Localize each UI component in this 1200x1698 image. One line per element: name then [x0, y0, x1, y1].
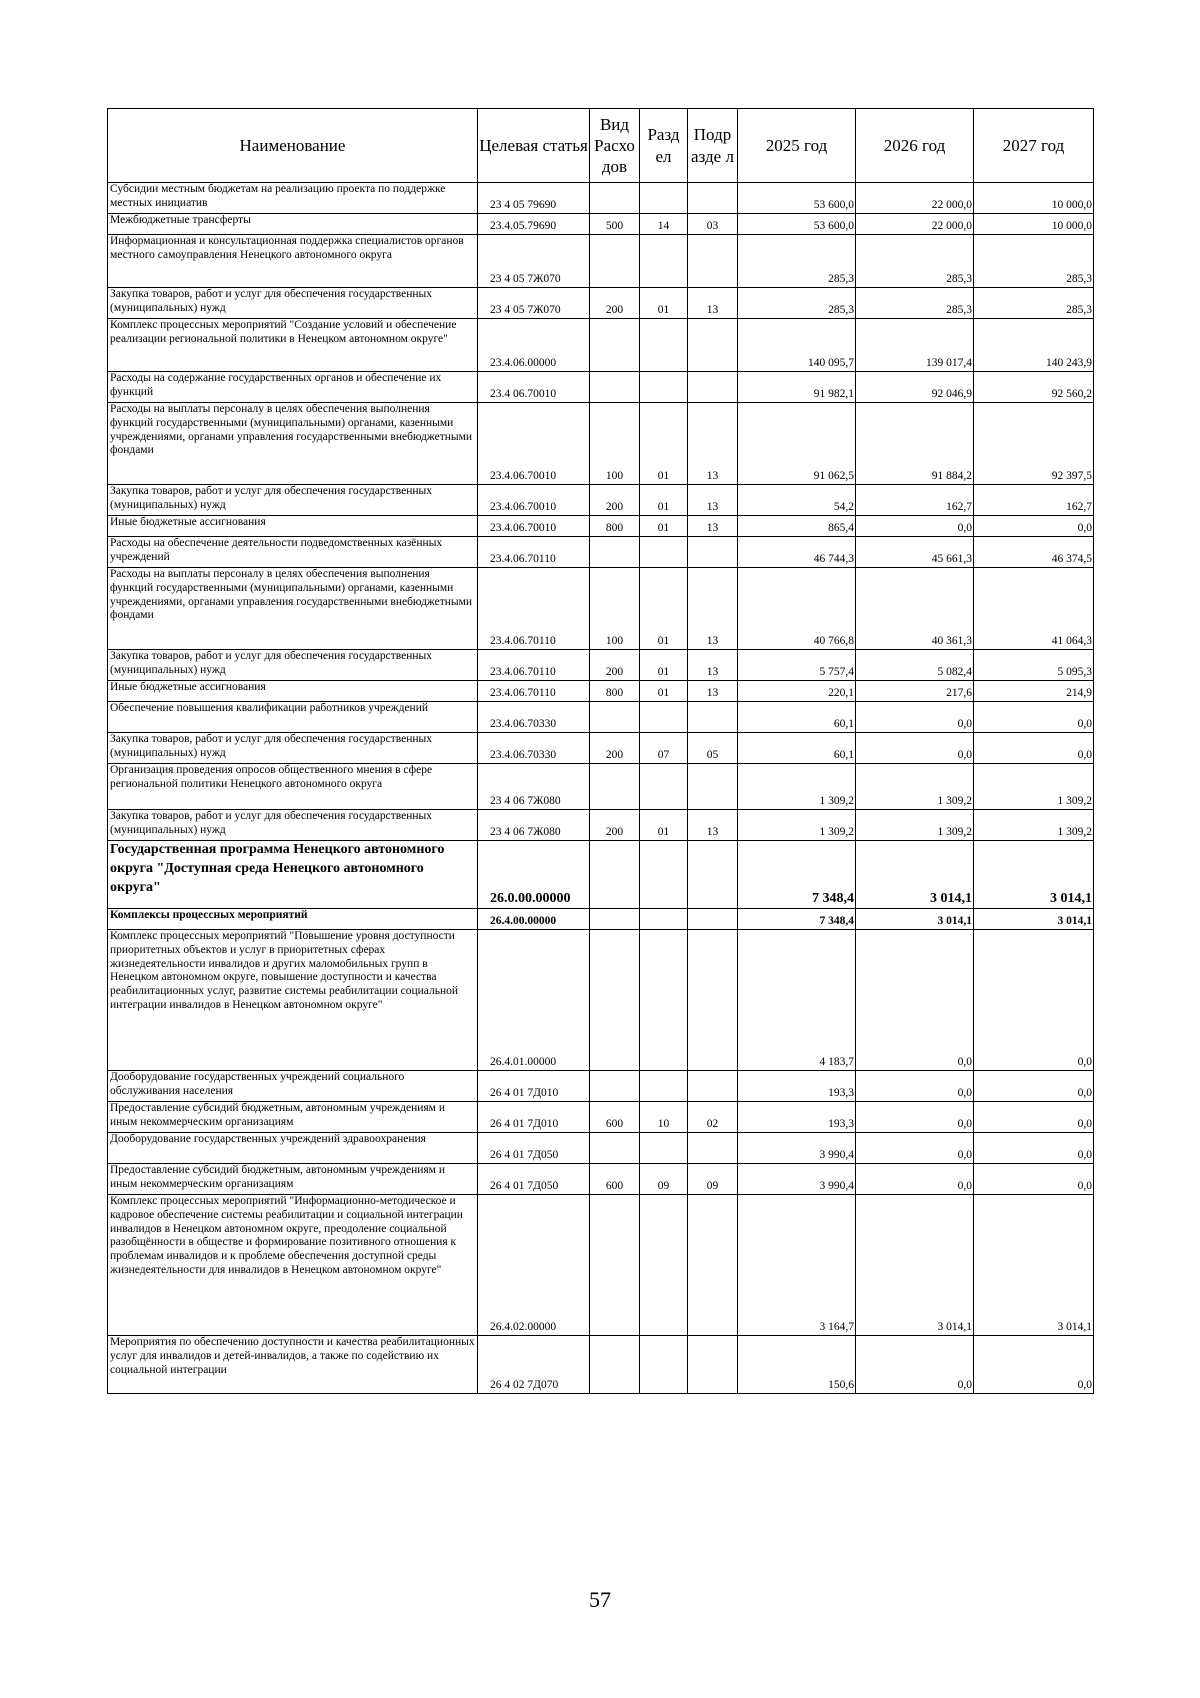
row-expense-type: [590, 930, 640, 1071]
row-name: Информационная и консультационная поддержка специалистов органов местного самоуправления Ненецкого автономного округа: [108, 235, 478, 288]
row-subsection: 09: [688, 1164, 738, 1195]
row-amount-2027: 92 560,2: [974, 372, 1094, 403]
row-amount-2027: 46 374,5: [974, 537, 1094, 568]
row-amount-2025: 3 990,4: [738, 1133, 856, 1164]
row-section: 14: [640, 214, 688, 235]
row-amount-2025: 46 744,3: [738, 537, 856, 568]
row-amount-2025: 5 757,4: [738, 650, 856, 681]
row-section: [640, 841, 688, 909]
table-row: [108, 1133, 1094, 1164]
row-target-code: 26 4 01 7Д010: [478, 1102, 590, 1133]
row-subsection: [688, 235, 738, 288]
table-body: [108, 183, 1094, 1394]
row-amount-2026: 0,0: [856, 733, 974, 764]
row-expense-type: [590, 537, 640, 568]
row-amount-2025: 60,1: [738, 733, 856, 764]
row-target-code: 23.4.05.79690: [478, 214, 590, 235]
header-2026: 2026 год: [856, 109, 974, 183]
row-amount-2025: 40 766,8: [738, 568, 856, 650]
row-amount-2027: 92 397,5: [974, 403, 1094, 485]
row-amount-2025: 7 348,4: [738, 841, 856, 909]
row-target-code: 23.4.06.70010: [478, 485, 590, 516]
table-row: [108, 1195, 1094, 1336]
row-name: Дооборудование государственных учреждений социального обслуживания населения: [108, 1071, 478, 1102]
row-amount-2026: 3 014,1: [856, 841, 974, 909]
row-subsection: 13: [688, 485, 738, 516]
row-name: Субсидии местным бюджетам на реализацию проекта по поддержке местных инициатив: [108, 183, 478, 214]
row-subsection: [688, 1133, 738, 1164]
row-subsection: 02: [688, 1102, 738, 1133]
row-subsection: 13: [688, 288, 738, 319]
row-target-code: 23 4 05 79690: [478, 183, 590, 214]
row-target-code: 23 4 05 7Ж070: [478, 288, 590, 319]
row-section: [640, 764, 688, 810]
row-subsection: [688, 909, 738, 930]
table-row: [108, 537, 1094, 568]
row-expense-type: [590, 319, 640, 372]
row-amount-2026: 92 046,9: [856, 372, 974, 403]
row-expense-type: [590, 841, 640, 909]
row-amount-2026: 0,0: [856, 702, 974, 733]
row-target-code: 26 4 01 7Д050: [478, 1133, 590, 1164]
row-amount-2027: 285,3: [974, 288, 1094, 319]
row-name: Предоставление субсидий бюджетным, автономным учреждениям и иным некоммерческим организациям: [108, 1164, 478, 1195]
row-amount-2025: 1 309,2: [738, 810, 856, 841]
row-amount-2027: 3 014,1: [974, 1195, 1094, 1336]
row-name: Комплекс процессных мероприятий "Повышение уровня доступности приоритетных объектов и услуг в приоритетных сферах жизнедеятельности инвалидов и других маломобильных групп в Ненецком автономном округе, повышение доступности и качества реабилитационных услуг, развитие системы реабилитации социальной интеграции инвалидов в Ненецком автономном округе": [108, 930, 478, 1071]
table-row: [108, 372, 1094, 403]
row-amount-2027: 0,0: [974, 1336, 1094, 1394]
header-pr: Подр азде л: [688, 109, 738, 183]
row-amount-2027: 162,7: [974, 485, 1094, 516]
row-name: Предоставление субсидий бюджетным, автономным учреждениям и иным некоммерческим организациям: [108, 1102, 478, 1133]
row-amount-2027: 0,0: [974, 702, 1094, 733]
row-amount-2026: 1 309,2: [856, 810, 974, 841]
row-section: 01: [640, 681, 688, 702]
row-amount-2025: 54,2: [738, 485, 856, 516]
row-amount-2025: 193,3: [738, 1102, 856, 1133]
row-amount-2026: 45 661,3: [856, 537, 974, 568]
row-amount-2027: 0,0: [974, 1071, 1094, 1102]
row-target-code: 23.4.06.70010: [478, 516, 590, 537]
row-section: 01: [640, 810, 688, 841]
row-subsection: [688, 183, 738, 214]
row-subsection: [688, 1195, 738, 1336]
table-row: [108, 568, 1094, 650]
row-name: Иные бюджетные ассигнования: [108, 516, 478, 537]
row-amount-2026: 0,0: [856, 930, 974, 1071]
table-row: [108, 930, 1094, 1071]
row-section: [640, 909, 688, 930]
row-name: Закупка товаров, работ и услуг для обеспечения государственных (муниципальных) нужд: [108, 288, 478, 319]
row-amount-2025: 140 095,7: [738, 319, 856, 372]
row-subsection: [688, 702, 738, 733]
row-target-code: 26.4.00.00000: [478, 909, 590, 930]
row-expense-type: [590, 372, 640, 403]
row-name: Расходы на выплаты персоналу в целях обеспечения выполнения функций государственными (муниципальными) органами, казенными учреждениями, органами управления государственными внебюджетными фондами: [108, 568, 478, 650]
row-subsection: 05: [688, 733, 738, 764]
row-target-code: 23.4.06.70110: [478, 568, 590, 650]
row-amount-2027: 3 014,1: [974, 909, 1094, 930]
row-target-code: 23.4.06.70330: [478, 733, 590, 764]
header-rz: Разд ел: [640, 109, 688, 183]
row-expense-type: 500: [590, 214, 640, 235]
row-expense-type: [590, 1195, 640, 1336]
table-row: [108, 702, 1094, 733]
row-section: 01: [640, 403, 688, 485]
row-amount-2025: 60,1: [738, 702, 856, 733]
row-amount-2027: 214,9: [974, 681, 1094, 702]
row-name: Комплекс процессных мероприятий "Создание условий и обеспечение реализации региональной политики в Ненецком автономном округе": [108, 319, 478, 372]
row-amount-2025: 91 062,5: [738, 403, 856, 485]
row-amount-2026: 40 361,3: [856, 568, 974, 650]
row-expense-type: 200: [590, 288, 640, 319]
table-row: [108, 810, 1094, 841]
table-row: [108, 1336, 1094, 1394]
row-amount-2027: 5 095,3: [974, 650, 1094, 681]
row-amount-2025: 193,3: [738, 1071, 856, 1102]
row-section: [640, 930, 688, 1071]
row-amount-2025: 220,1: [738, 681, 856, 702]
row-amount-2025: 1 309,2: [738, 764, 856, 810]
row-amount-2026: 22 000,0: [856, 214, 974, 235]
row-name: Закупка товаров, работ и услуг для обеспечения государственных (муниципальных) нужд: [108, 810, 478, 841]
row-section: [640, 235, 688, 288]
table-row: [108, 650, 1094, 681]
header-2025: 2025 год: [738, 109, 856, 183]
row-expense-type: 800: [590, 516, 640, 537]
row-section: 01: [640, 516, 688, 537]
row-section: [640, 1336, 688, 1394]
row-amount-2027: 285,3: [974, 235, 1094, 288]
row-amount-2027: 140 243,9: [974, 319, 1094, 372]
row-amount-2026: 139 017,4: [856, 319, 974, 372]
row-section: [640, 183, 688, 214]
table-row: [108, 1164, 1094, 1195]
header-vr: Вид Расхо дов: [590, 109, 640, 183]
row-section: 10: [640, 1102, 688, 1133]
row-subsection: [688, 764, 738, 810]
table-row: [108, 681, 1094, 702]
row-subsection: 13: [688, 568, 738, 650]
table-row: [108, 319, 1094, 372]
row-amount-2026: 3 014,1: [856, 909, 974, 930]
table-row: [108, 841, 1094, 909]
row-expense-type: [590, 702, 640, 733]
row-subsection: 13: [688, 650, 738, 681]
row-target-code: 23.4.06.70330: [478, 702, 590, 733]
table-row: [108, 909, 1094, 930]
row-expense-type: 200: [590, 733, 640, 764]
row-name: Организация проведения опросов общественного мнения в сфере региональной политики Ненецкого автономного округа: [108, 764, 478, 810]
row-section: 01: [640, 288, 688, 319]
row-amount-2026: 91 884,2: [856, 403, 974, 485]
row-expense-type: 200: [590, 485, 640, 516]
row-amount-2026: 0,0: [856, 1133, 974, 1164]
row-target-code: 23.4.06.00000: [478, 319, 590, 372]
row-amount-2027: 10 000,0: [974, 214, 1094, 235]
row-target-code: 23.4.06.70110: [478, 537, 590, 568]
row-name: Мероприятия по обеспечению доступности и качества реабилитационных услуг для инвалидов и детей-инвалидов, а также по содействию их социальной интеграции: [108, 1336, 478, 1394]
row-amount-2027: 41 064,3: [974, 568, 1094, 650]
row-amount-2026: 162,7: [856, 485, 974, 516]
row-name: Расходы на содержание государственных органов и обеспечение их функций: [108, 372, 478, 403]
row-amount-2026: 3 014,1: [856, 1195, 974, 1336]
table-row: [108, 214, 1094, 235]
row-subsection: 13: [688, 516, 738, 537]
row-expense-type: 200: [590, 810, 640, 841]
table-row: [108, 733, 1094, 764]
row-name: Государственная программа Ненецкого автономного округа "Доступная среда Ненецкого автономного округа": [108, 841, 478, 909]
row-expense-type: [590, 1336, 640, 1394]
table-row: [108, 516, 1094, 537]
table-row: [108, 403, 1094, 485]
row-section: [640, 537, 688, 568]
row-expense-type: 200: [590, 650, 640, 681]
row-target-code: 23.4.06.70110: [478, 681, 590, 702]
row-subsection: 13: [688, 403, 738, 485]
row-subsection: [688, 372, 738, 403]
row-subsection: [688, 537, 738, 568]
row-expense-type: [590, 764, 640, 810]
row-expense-type: 600: [590, 1164, 640, 1195]
row-section: 01: [640, 485, 688, 516]
row-target-code: 26.4.02.00000: [478, 1195, 590, 1336]
row-amount-2025: 285,3: [738, 288, 856, 319]
row-section: 01: [640, 568, 688, 650]
row-amount-2026: 0,0: [856, 1336, 974, 1394]
table-row: [108, 485, 1094, 516]
row-target-code: 23 4 05 7Ж070: [478, 235, 590, 288]
row-amount-2027: 3 014,1: [974, 841, 1094, 909]
row-name: Дооборудование государственных учреждений здравоохранения: [108, 1133, 478, 1164]
row-amount-2026: 285,3: [856, 288, 974, 319]
row-amount-2025: 865,4: [738, 516, 856, 537]
row-amount-2025: 7 348,4: [738, 909, 856, 930]
row-amount-2027: 0,0: [974, 930, 1094, 1071]
table-row: [108, 1071, 1094, 1102]
row-subsection: [688, 1336, 738, 1394]
row-amount-2027: 1 309,2: [974, 764, 1094, 810]
row-target-code: 23 4 06 7Ж080: [478, 764, 590, 810]
row-expense-type: 100: [590, 403, 640, 485]
row-target-code: 26.0.00.00000: [478, 841, 590, 909]
page-number: 57: [589, 1587, 611, 1612]
header-name: Наименование: [108, 109, 478, 183]
table-row: [108, 764, 1094, 810]
row-target-code: 26 4 01 7Д050: [478, 1164, 590, 1195]
row-amount-2026: 285,3: [856, 235, 974, 288]
row-target-code: 26.4.01.00000: [478, 930, 590, 1071]
row-expense-type: [590, 1133, 640, 1164]
row-amount-2025: 91 982,1: [738, 372, 856, 403]
row-name: Расходы на выплаты персоналу в целях обеспечения выполнения функций государственными (муниципальными) органами, казенными учреждениями, органами управления государственными внебюджетными фондами: [108, 403, 478, 485]
row-expense-type: [590, 1071, 640, 1102]
row-name: Закупка товаров, работ и услуг для обеспечения государственных (муниципальных) нужд: [108, 733, 478, 764]
row-target-code: 23.4 06.70010: [478, 372, 590, 403]
row-section: [640, 1195, 688, 1336]
row-section: 07: [640, 733, 688, 764]
row-subsection: 13: [688, 681, 738, 702]
row-amount-2025: 53 600,0: [738, 214, 856, 235]
table-row: [108, 1102, 1094, 1133]
row-target-code: 23 4 06 7Ж080: [478, 810, 590, 841]
row-amount-2025: 3 164,7: [738, 1195, 856, 1336]
row-amount-2025: 150,6: [738, 1336, 856, 1394]
row-section: 01: [640, 650, 688, 681]
row-amount-2026: 0,0: [856, 1071, 974, 1102]
table-row: [108, 235, 1094, 288]
row-name: Обеспечение повышения квалификации работников учреждений: [108, 702, 478, 733]
row-name: Иные бюджетные ассигнования: [108, 681, 478, 702]
row-target-code: 26 4 02 7Д070: [478, 1336, 590, 1394]
row-amount-2026: 217,6: [856, 681, 974, 702]
row-name: Закупка товаров, работ и услуг для обеспечения государственных (муниципальных) нужд: [108, 485, 478, 516]
row-name: Комплекс процессных мероприятий "Информационно-методическое и кадровое обеспечение системы реабилитации и социальной интеграции инвалидов в Ненецком автономном округе, преодоление социальной разобщённости в обществе и формирование позитивного отношения к проблемам инвалидов и к проблеме обеспечения доступной среды жизнедеятельности для инвалидов в Ненецком автономном округе": [108, 1195, 478, 1336]
row-expense-type: [590, 183, 640, 214]
row-section: [640, 702, 688, 733]
budget-table: [107, 108, 1094, 1394]
row-name: Комплексы процессных мероприятий: [108, 909, 478, 930]
row-amount-2027: 0,0: [974, 1164, 1094, 1195]
row-target-code: 23.4.06.70010: [478, 403, 590, 485]
row-amount-2026: 5 082,4: [856, 650, 974, 681]
row-expense-type: 800: [590, 681, 640, 702]
row-amount-2027: 10 000,0: [974, 183, 1094, 214]
row-section: 09: [640, 1164, 688, 1195]
table-row: [108, 183, 1094, 214]
row-amount-2025: 3 990,4: [738, 1164, 856, 1195]
row-section: [640, 319, 688, 372]
row-expense-type: 600: [590, 1102, 640, 1133]
header-row: [108, 109, 1094, 183]
row-subsection: [688, 319, 738, 372]
row-section: [640, 372, 688, 403]
row-amount-2025: 4 183,7: [738, 930, 856, 1071]
row-amount-2026: 22 000,0: [856, 183, 974, 214]
row-subsection: [688, 1071, 738, 1102]
row-section: [640, 1133, 688, 1164]
header-2027: 2027 год: [974, 109, 1094, 183]
row-amount-2025: 285,3: [738, 235, 856, 288]
row-amount-2026: 1 309,2: [856, 764, 974, 810]
row-name: Расходы на обеспечение деятельности подведомственных казённых учреждений: [108, 537, 478, 568]
row-expense-type: 100: [590, 568, 640, 650]
row-section: [640, 1071, 688, 1102]
table-row: [108, 288, 1094, 319]
row-target-code: 26 4 01 7Д010: [478, 1071, 590, 1102]
row-amount-2027: 1 309,2: [974, 810, 1094, 841]
row-amount-2027: 0,0: [974, 1102, 1094, 1133]
row-subsection: [688, 930, 738, 1071]
row-amount-2026: 0,0: [856, 1164, 974, 1195]
row-amount-2027: 0,0: [974, 733, 1094, 764]
row-subsection: 03: [688, 214, 738, 235]
row-expense-type: [590, 909, 640, 930]
row-amount-2026: 0,0: [856, 516, 974, 537]
row-subsection: [688, 841, 738, 909]
row-amount-2025: 53 600,0: [738, 183, 856, 214]
header-code: Целевая статья: [478, 109, 590, 183]
row-expense-type: [590, 235, 640, 288]
row-subsection: 13: [688, 810, 738, 841]
row-amount-2027: 0,0: [974, 1133, 1094, 1164]
row-name: Межбюджетные трансферты: [108, 214, 478, 235]
row-target-code: 23.4.06.70110: [478, 650, 590, 681]
row-amount-2026: 0,0: [856, 1102, 974, 1133]
row-name: Закупка товаров, работ и услуг для обеспечения государственных (муниципальных) нужд: [108, 650, 478, 681]
row-amount-2027: 0,0: [974, 516, 1094, 537]
